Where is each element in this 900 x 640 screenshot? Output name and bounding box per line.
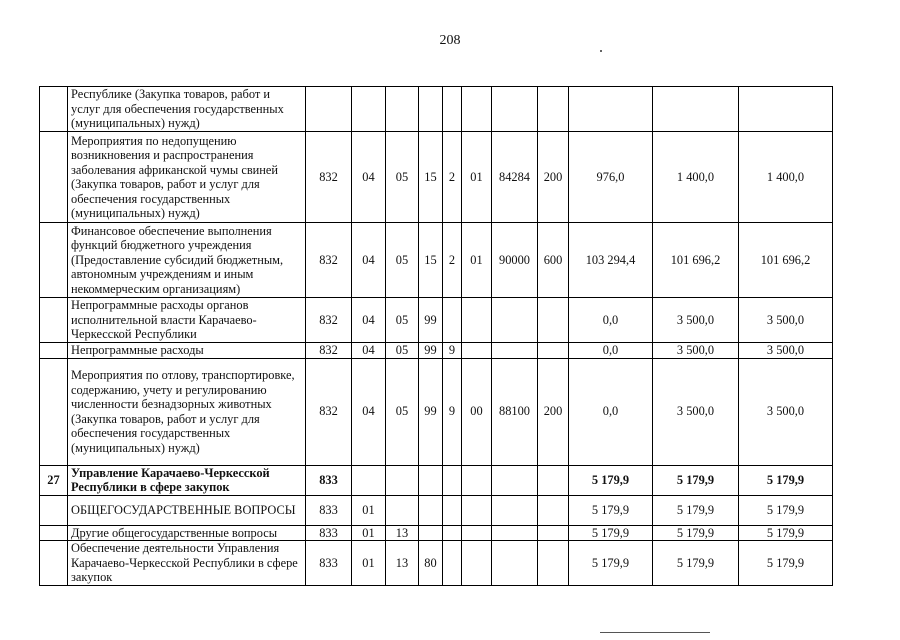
row-cs-subprogram: 9 xyxy=(443,343,462,359)
row-sum-3: 5 179,9 xyxy=(739,525,833,541)
row-vr xyxy=(538,465,569,495)
table-row xyxy=(40,465,833,495)
row-number: 27 xyxy=(40,465,68,495)
row-pr xyxy=(386,465,419,495)
row-pr xyxy=(386,495,419,525)
row-rz: 01 xyxy=(352,495,386,525)
row-cs-subprogram xyxy=(443,465,462,495)
table-row xyxy=(40,132,833,223)
row-cs-direction xyxy=(492,541,538,586)
row-sum-2: 5 179,9 xyxy=(653,465,739,495)
row-rz: 04 xyxy=(352,298,386,343)
row-ved: 833 xyxy=(306,525,352,541)
row-sum-3 xyxy=(739,87,833,132)
row-sum-2: 3 500,0 xyxy=(653,358,739,465)
row-sum-2: 5 179,9 xyxy=(653,525,739,541)
row-number xyxy=(40,495,68,525)
row-sum-3: 3 500,0 xyxy=(739,343,833,359)
row-number xyxy=(40,525,68,541)
row-number xyxy=(40,87,68,132)
row-number xyxy=(40,541,68,586)
row-sum-1 xyxy=(569,87,653,132)
row-cs-subprogram xyxy=(443,541,462,586)
row-cs-event xyxy=(462,541,492,586)
row-name: Мероприятия по недопущению возникновения и распространения заболевания африканской чумы свиней (Закупка товаров, работ и услуг для обеспечения государственных (муниципальных) нужд) xyxy=(68,132,306,223)
row-ved: 832 xyxy=(306,223,352,298)
row-cs-direction xyxy=(492,465,538,495)
table-row xyxy=(40,541,833,586)
row-pr xyxy=(386,87,419,132)
scan-speck xyxy=(600,50,602,52)
row-ved: 832 xyxy=(306,298,352,343)
row-pr: 13 xyxy=(386,525,419,541)
table-row xyxy=(40,87,833,132)
row-cs-subprogram xyxy=(443,495,462,525)
row-cs-event xyxy=(462,495,492,525)
row-pr: 05 xyxy=(386,223,419,298)
row-name: Другие общегосударственные вопросы xyxy=(68,525,306,541)
row-vr: 200 xyxy=(538,132,569,223)
row-cs-direction: 84284 xyxy=(492,132,538,223)
row-name: Управление Карачаево-Черкесской Республики в сфере закупок xyxy=(68,465,306,495)
row-ved: 832 xyxy=(306,132,352,223)
row-sum-2 xyxy=(653,87,739,132)
row-cs-event xyxy=(462,525,492,541)
row-vr xyxy=(538,541,569,586)
row-sum-2: 3 500,0 xyxy=(653,343,739,359)
row-sum-1: 0,0 xyxy=(569,343,653,359)
row-pr: 05 xyxy=(386,343,419,359)
row-name: Обеспечение деятельности Управления Карачаево-Черкесской Республики в сфере закупок xyxy=(68,541,306,586)
row-ved: 832 xyxy=(306,358,352,465)
row-cs-program xyxy=(419,465,443,495)
table-row xyxy=(40,223,833,298)
row-vr xyxy=(538,525,569,541)
row-sum-2: 5 179,9 xyxy=(653,495,739,525)
row-cs-event: 01 xyxy=(462,132,492,223)
row-pr: 05 xyxy=(386,132,419,223)
page-number: 208 xyxy=(439,33,461,48)
row-sum-1: 103 294,4 xyxy=(569,223,653,298)
table-row xyxy=(40,298,833,343)
row-sum-3: 1 400,0 xyxy=(739,132,833,223)
row-rz: 04 xyxy=(352,358,386,465)
row-pr: 05 xyxy=(386,298,419,343)
row-ved xyxy=(306,87,352,132)
row-number xyxy=(40,343,68,359)
row-cs-program: 80 xyxy=(419,541,443,586)
row-sum-3: 5 179,9 xyxy=(739,465,833,495)
row-pr: 13 xyxy=(386,541,419,586)
row-ved: 833 xyxy=(306,495,352,525)
row-vr xyxy=(538,495,569,525)
row-sum-1: 0,0 xyxy=(569,298,653,343)
row-cs-event: 01 xyxy=(462,223,492,298)
row-sum-1: 5 179,9 xyxy=(569,525,653,541)
row-number xyxy=(40,298,68,343)
row-sum-1: 0,0 xyxy=(569,358,653,465)
row-cs-direction: 90000 xyxy=(492,223,538,298)
row-cs-direction: 88100 xyxy=(492,358,538,465)
row-name: ОБЩЕГОСУДАРСТВЕННЫЕ ВОПРОСЫ xyxy=(68,495,306,525)
row-rz: 04 xyxy=(352,223,386,298)
row-cs-program xyxy=(419,495,443,525)
row-rz: 01 xyxy=(352,541,386,586)
row-name: Непрограммные расходы xyxy=(68,343,306,359)
budget-table xyxy=(39,86,833,586)
row-cs-subprogram xyxy=(443,87,462,132)
row-cs-direction xyxy=(492,298,538,343)
row-rz: 04 xyxy=(352,132,386,223)
row-sum-3: 5 179,9 xyxy=(739,541,833,586)
table-row xyxy=(40,525,833,541)
row-vr xyxy=(538,343,569,359)
row-sum-2: 5 179,9 xyxy=(653,541,739,586)
row-cs-program: 15 xyxy=(419,223,443,298)
row-cs-direction xyxy=(492,343,538,359)
row-cs-event xyxy=(462,465,492,495)
row-cs-event xyxy=(462,343,492,359)
row-cs-program: 99 xyxy=(419,343,443,359)
row-cs-event xyxy=(462,87,492,132)
row-cs-subprogram: 9 xyxy=(443,358,462,465)
row-cs-event: 00 xyxy=(462,358,492,465)
row-sum-3: 3 500,0 xyxy=(739,298,833,343)
row-vr: 600 xyxy=(538,223,569,298)
row-vr: 200 xyxy=(538,358,569,465)
row-cs-subprogram xyxy=(443,298,462,343)
row-number xyxy=(40,358,68,465)
row-cs-direction xyxy=(492,525,538,541)
row-ved: 832 xyxy=(306,343,352,359)
row-name: Республике (Закупка товаров, работ и услуг для обеспечения государственных (муниципальных) нужд) xyxy=(68,87,306,132)
row-number xyxy=(40,132,68,223)
row-rz: 04 xyxy=(352,343,386,359)
row-ved: 833 xyxy=(306,541,352,586)
row-cs-program: 99 xyxy=(419,298,443,343)
row-cs-direction xyxy=(492,495,538,525)
row-sum-1: 976,0 xyxy=(569,132,653,223)
budget-table-body xyxy=(40,87,833,586)
row-vr xyxy=(538,298,569,343)
row-cs-subprogram: 2 xyxy=(443,223,462,298)
row-sum-3: 5 179,9 xyxy=(739,495,833,525)
row-sum-2: 1 400,0 xyxy=(653,132,739,223)
row-cs-program xyxy=(419,87,443,132)
row-cs-program xyxy=(419,525,443,541)
row-vr xyxy=(538,87,569,132)
row-sum-3: 101 696,2 xyxy=(739,223,833,298)
row-cs-subprogram: 2 xyxy=(443,132,462,223)
row-sum-1: 5 179,9 xyxy=(569,495,653,525)
row-sum-3: 3 500,0 xyxy=(739,358,833,465)
table-row xyxy=(40,343,833,359)
row-rz: 01 xyxy=(352,525,386,541)
row-cs-event xyxy=(462,298,492,343)
row-cs-direction xyxy=(492,87,538,132)
row-cs-subprogram xyxy=(443,525,462,541)
row-rz xyxy=(352,87,386,132)
table-row xyxy=(40,358,833,465)
row-cs-program: 99 xyxy=(419,358,443,465)
bottom-scan-line xyxy=(600,632,710,633)
row-pr: 05 xyxy=(386,358,419,465)
table-row xyxy=(40,495,833,525)
row-name: Непрограммные расходы органов исполнительной власти Карачаево-Черкесской Республики xyxy=(68,298,306,343)
row-cs-program: 15 xyxy=(419,132,443,223)
row-rz xyxy=(352,465,386,495)
row-ved: 833 xyxy=(306,465,352,495)
row-name: Мероприятия по отлову, транспортировке, содержанию, учету и регулированию численности безнадзорных животных (Закупка товаров, работ и услуг для обеспечения государственных (муниципальных) нужд) xyxy=(68,358,306,465)
row-sum-1: 5 179,9 xyxy=(569,465,653,495)
row-sum-1: 5 179,9 xyxy=(569,541,653,586)
row-sum-2: 3 500,0 xyxy=(653,298,739,343)
row-sum-2: 101 696,2 xyxy=(653,223,739,298)
row-number xyxy=(40,223,68,298)
row-name: Финансовое обеспечение выполнения функций бюджетного учреждения (Предоставление субсидий бюджетным, автономным учреждениям и иным некоммерческим организациям) xyxy=(68,223,306,298)
